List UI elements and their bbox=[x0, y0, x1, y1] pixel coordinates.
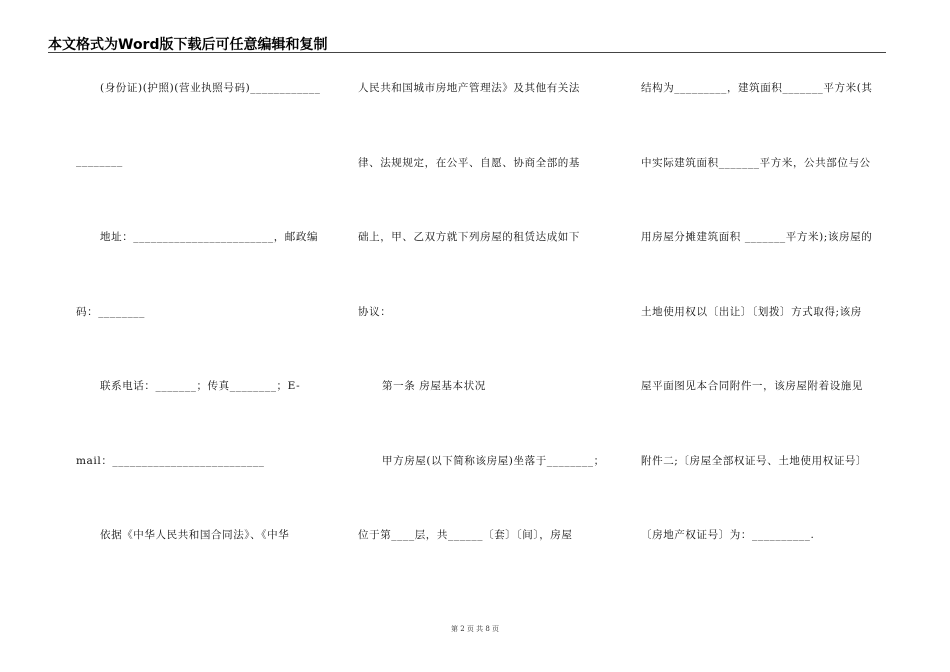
text-line: mail：__________________________ bbox=[76, 455, 265, 467]
text-line: 中实际建筑面积_______平方米，公共部位与公 bbox=[641, 157, 871, 169]
text-line: 人民共和国城市房地产管理法》及其他有关法 bbox=[358, 82, 580, 94]
page-number: 第 2 页 共 8 页 bbox=[450, 625, 500, 633]
text-line: 码：________ bbox=[76, 306, 145, 318]
text-line: 依据《中华人民共和国合同法》、《中华 bbox=[100, 529, 290, 541]
text-line: 第一条 房屋基本状况 bbox=[382, 380, 486, 392]
text-line: 地址：________________________，邮政编 bbox=[100, 231, 319, 243]
text-line: 〔房地产权证号〕为：__________. bbox=[641, 529, 815, 541]
text-line: 屋平面图见本合同附件一，该房屋附着设施见 bbox=[641, 380, 863, 392]
text-line: 础上，甲、乙双方就下列房屋的租赁达成如下 bbox=[358, 231, 580, 243]
text-line: 联系电话：_______；传真________；E- bbox=[100, 380, 301, 392]
text-line: 附件二;〔房屋全部权证号、土地使用权证号〕 bbox=[641, 455, 868, 467]
text-line: 结构为_________，建筑面积_______平方米(其 bbox=[641, 82, 873, 94]
text-line: 位于第____层，共______〔套〕〔间〕，房屋 bbox=[358, 529, 573, 541]
text-line: 协议： bbox=[358, 306, 392, 318]
text-line: 律、法规规定，在公平、自愿、协商全部的基 bbox=[358, 157, 580, 169]
text-line: ________ bbox=[76, 155, 123, 167]
document-header: 本文格式为Word版下载后可任意编辑和复制 bbox=[48, 37, 328, 53]
text-line: 甲方房屋(以下简称该房屋)坐落于________； bbox=[382, 455, 605, 467]
text-line: (身份证)(护照)(营业执照号码)____________ bbox=[100, 82, 321, 94]
text-line: 用房屋分摊建筑面积 _______平方米);该房屋的 bbox=[641, 231, 873, 243]
header-divider bbox=[48, 52, 886, 53]
text-line: 土地使用权以〔出让〕〔划拨〕方式取得;该房 bbox=[641, 306, 862, 318]
